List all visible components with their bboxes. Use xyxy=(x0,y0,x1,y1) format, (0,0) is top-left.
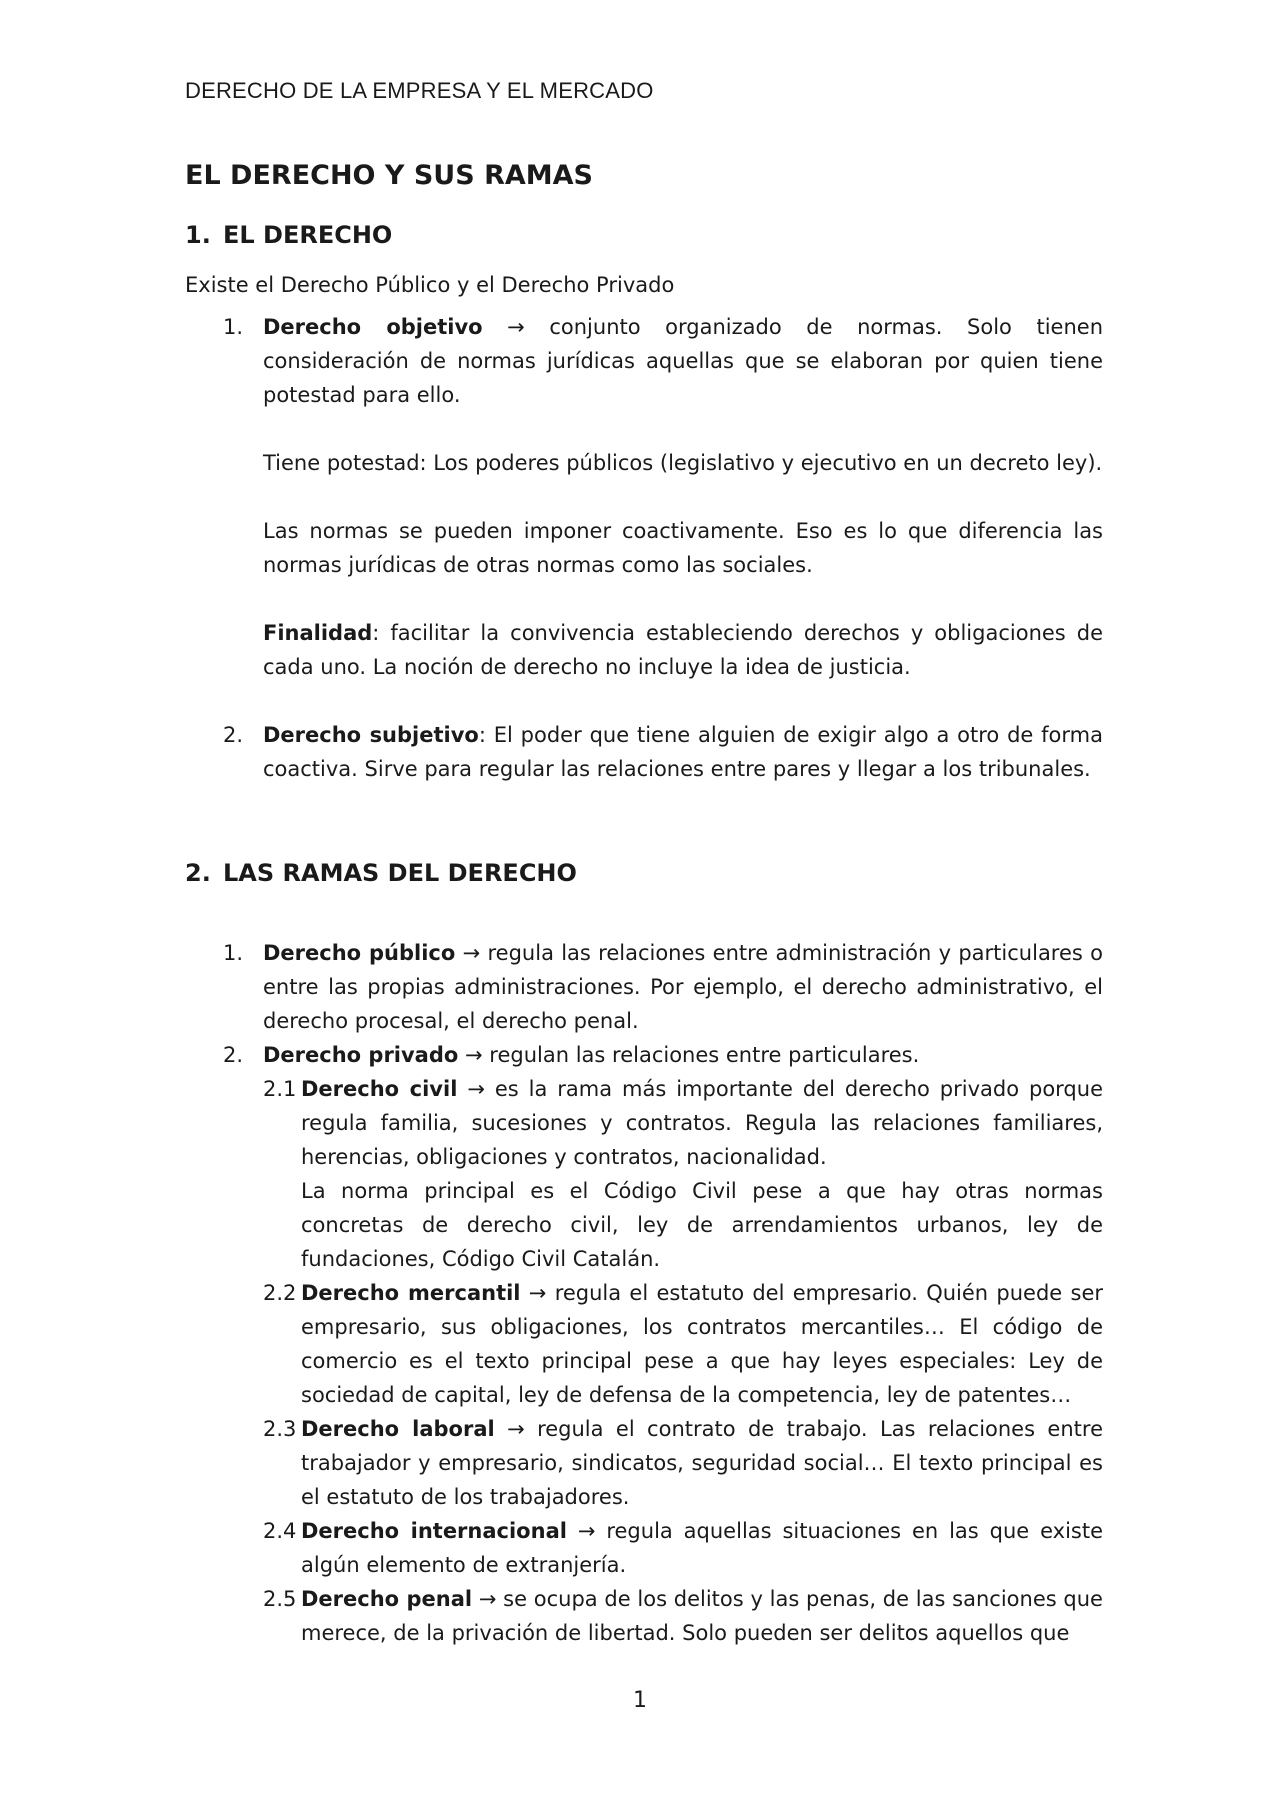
paragraph-coactivamente: Las normas se pueden imponer coactivamente. Eso es lo que diferencia las normas jurídicas de otras normas como las sociales. xyxy=(263,519,1103,577)
arrow-right-icon: → xyxy=(455,941,488,965)
term-bold: Derecho subjetivo xyxy=(263,723,479,747)
definition-text: conjunto organizado de normas. Solo tienen consideración de normas jurídicas aquellas que se elaboran por quien tiene potestad para ello. xyxy=(263,315,1103,407)
definition-text: regulan las relaciones entre particulares. xyxy=(489,1043,920,1067)
definition-text: : El poder que tiene alguien de exigir algo a otro de forma coactiva. Sirve para regular las relaciones entre pares y llegar a los tribunales. xyxy=(263,723,1103,781)
sublist-item-body xyxy=(301,1072,1103,1276)
list-item-body xyxy=(263,936,1103,1038)
term-bold: Derecho civil xyxy=(301,1077,458,1101)
sublist-item-derecho-laboral xyxy=(263,1412,1103,1514)
definition-text: : facilitar la convivencia estableciendo derechos y obligaciones de cada uno. La noción de derecho no incluye la idea de justicia. xyxy=(263,621,1103,679)
list-item-body xyxy=(263,1038,1103,1072)
term-bold: Finalidad xyxy=(263,621,373,645)
sublist-item-body xyxy=(301,1412,1103,1514)
sublist-number: 2.5 xyxy=(263,1587,297,1611)
arrow-right-icon: → xyxy=(520,1281,555,1305)
list-number: 1. xyxy=(223,941,244,965)
document-title: EL DERECHO Y SUS RAMAS xyxy=(185,160,593,191)
document-body xyxy=(185,158,1103,1650)
arrow-right-icon: → xyxy=(566,1519,607,1543)
term-bold: Derecho internacional xyxy=(301,1519,567,1543)
term-bold: Derecho laboral xyxy=(301,1417,495,1441)
list-item-body xyxy=(263,310,1103,684)
definition-text: regula aquellas situaciones en las que existe algún elemento de extranjería. xyxy=(301,1519,1103,1577)
section-title: LAS RAMAS DEL DERECHO xyxy=(223,859,577,887)
list-item-derecho-objetivo xyxy=(223,310,1103,684)
arrow-right-icon: → xyxy=(494,1417,538,1441)
section-title: EL DERECHO xyxy=(223,221,393,249)
list-item-derecho-privado xyxy=(223,1038,1103,1072)
definition-text: regula el contrato de trabajo. Las relaciones entre trabajador y empresario, sindicatos, seguridad social… El texto principal es el estatuto de los trabajadores. xyxy=(301,1417,1103,1509)
term-bold: Derecho público xyxy=(263,941,456,965)
term-bold: Derecho mercantil xyxy=(301,1281,521,1305)
sublist-number: 2.1 xyxy=(263,1077,297,1101)
page-number: 1 xyxy=(633,1688,647,1713)
term-bold: Derecho privado xyxy=(263,1043,459,1067)
paragraph-finalidad xyxy=(263,616,1103,684)
sublist-item-body xyxy=(301,1582,1103,1650)
list-number: 2. xyxy=(223,1043,244,1067)
sublist-number: 2.2 xyxy=(263,1281,297,1305)
sublist-number: 2.3 xyxy=(263,1417,297,1441)
list-item-derecho-subjetivo xyxy=(223,718,1103,786)
arrow-right-icon: → xyxy=(458,1043,490,1067)
definition-text: regula las relaciones entre administración y particulares o entre las propias administraciones. Por ejemplo, el derecho administrativo, el derecho procesal, el derecho penal. xyxy=(263,941,1103,1033)
arrow-right-icon: → xyxy=(457,1077,495,1101)
sublist-item-body xyxy=(301,1514,1103,1582)
sublist-number: 2.4 xyxy=(263,1519,297,1543)
list-number: 2. xyxy=(223,723,244,747)
definition-text: se ocupa de los delitos y las penas, de las sanciones que merece, de la privación de libertad. Solo pueden ser delitos aquellos que xyxy=(301,1587,1103,1645)
section-heading-el-derecho xyxy=(185,218,1103,252)
section-heading-ramas xyxy=(185,856,1103,890)
sublist-item-derecho-penal xyxy=(263,1582,1103,1650)
list-number: 1. xyxy=(223,315,244,339)
term-bold: Derecho objetivo xyxy=(263,315,483,339)
sublist-item-derecho-mercantil xyxy=(263,1276,1103,1412)
paragraph-codigo-civil: La norma principal es el Código Civil pese a que hay otras normas concretas de derecho civil, ley de arrendamientos urbanos, ley de fundaciones, Código Civil Catalán. xyxy=(301,1179,1103,1271)
section-number: 1. xyxy=(185,221,211,249)
list-item-derecho-publico xyxy=(223,936,1103,1038)
section-number: 2. xyxy=(185,859,211,887)
arrow-right-icon: → xyxy=(482,315,550,339)
running-header: DERECHO DE LA EMPRESA Y EL MERCADO xyxy=(185,78,654,103)
paragraph-potestad: Tiene potestad: Los poderes públicos (legislativo y ejecutivo en un decreto ley). xyxy=(263,451,1103,475)
intro-paragraph: Existe el Derecho Público y el Derecho Privado xyxy=(185,273,675,297)
sublist-item-body xyxy=(301,1276,1103,1412)
definition-text: es la rama más importante del derecho privado porque regula familia, sucesiones y contratos. Regula las relaciones familiares, herencias, obligaciones y contratos, nacionalidad. xyxy=(301,1077,1103,1169)
list-item-body xyxy=(263,718,1103,786)
sublist-item-derecho-civil xyxy=(263,1072,1103,1276)
term-bold: Derecho penal xyxy=(301,1587,473,1611)
definition-text: regula el estatuto del empresario. Quién puede ser empresario, sus obligaciones, los contratos mercantiles… El código de comercio es el texto principal pese a que hay leyes especiales: Ley de sociedad de capital, ley de defensa de la competencia, ley de patentes… xyxy=(301,1281,1103,1407)
sublist-item-derecho-internacional xyxy=(263,1514,1103,1582)
arrow-right-icon: → xyxy=(472,1587,504,1611)
